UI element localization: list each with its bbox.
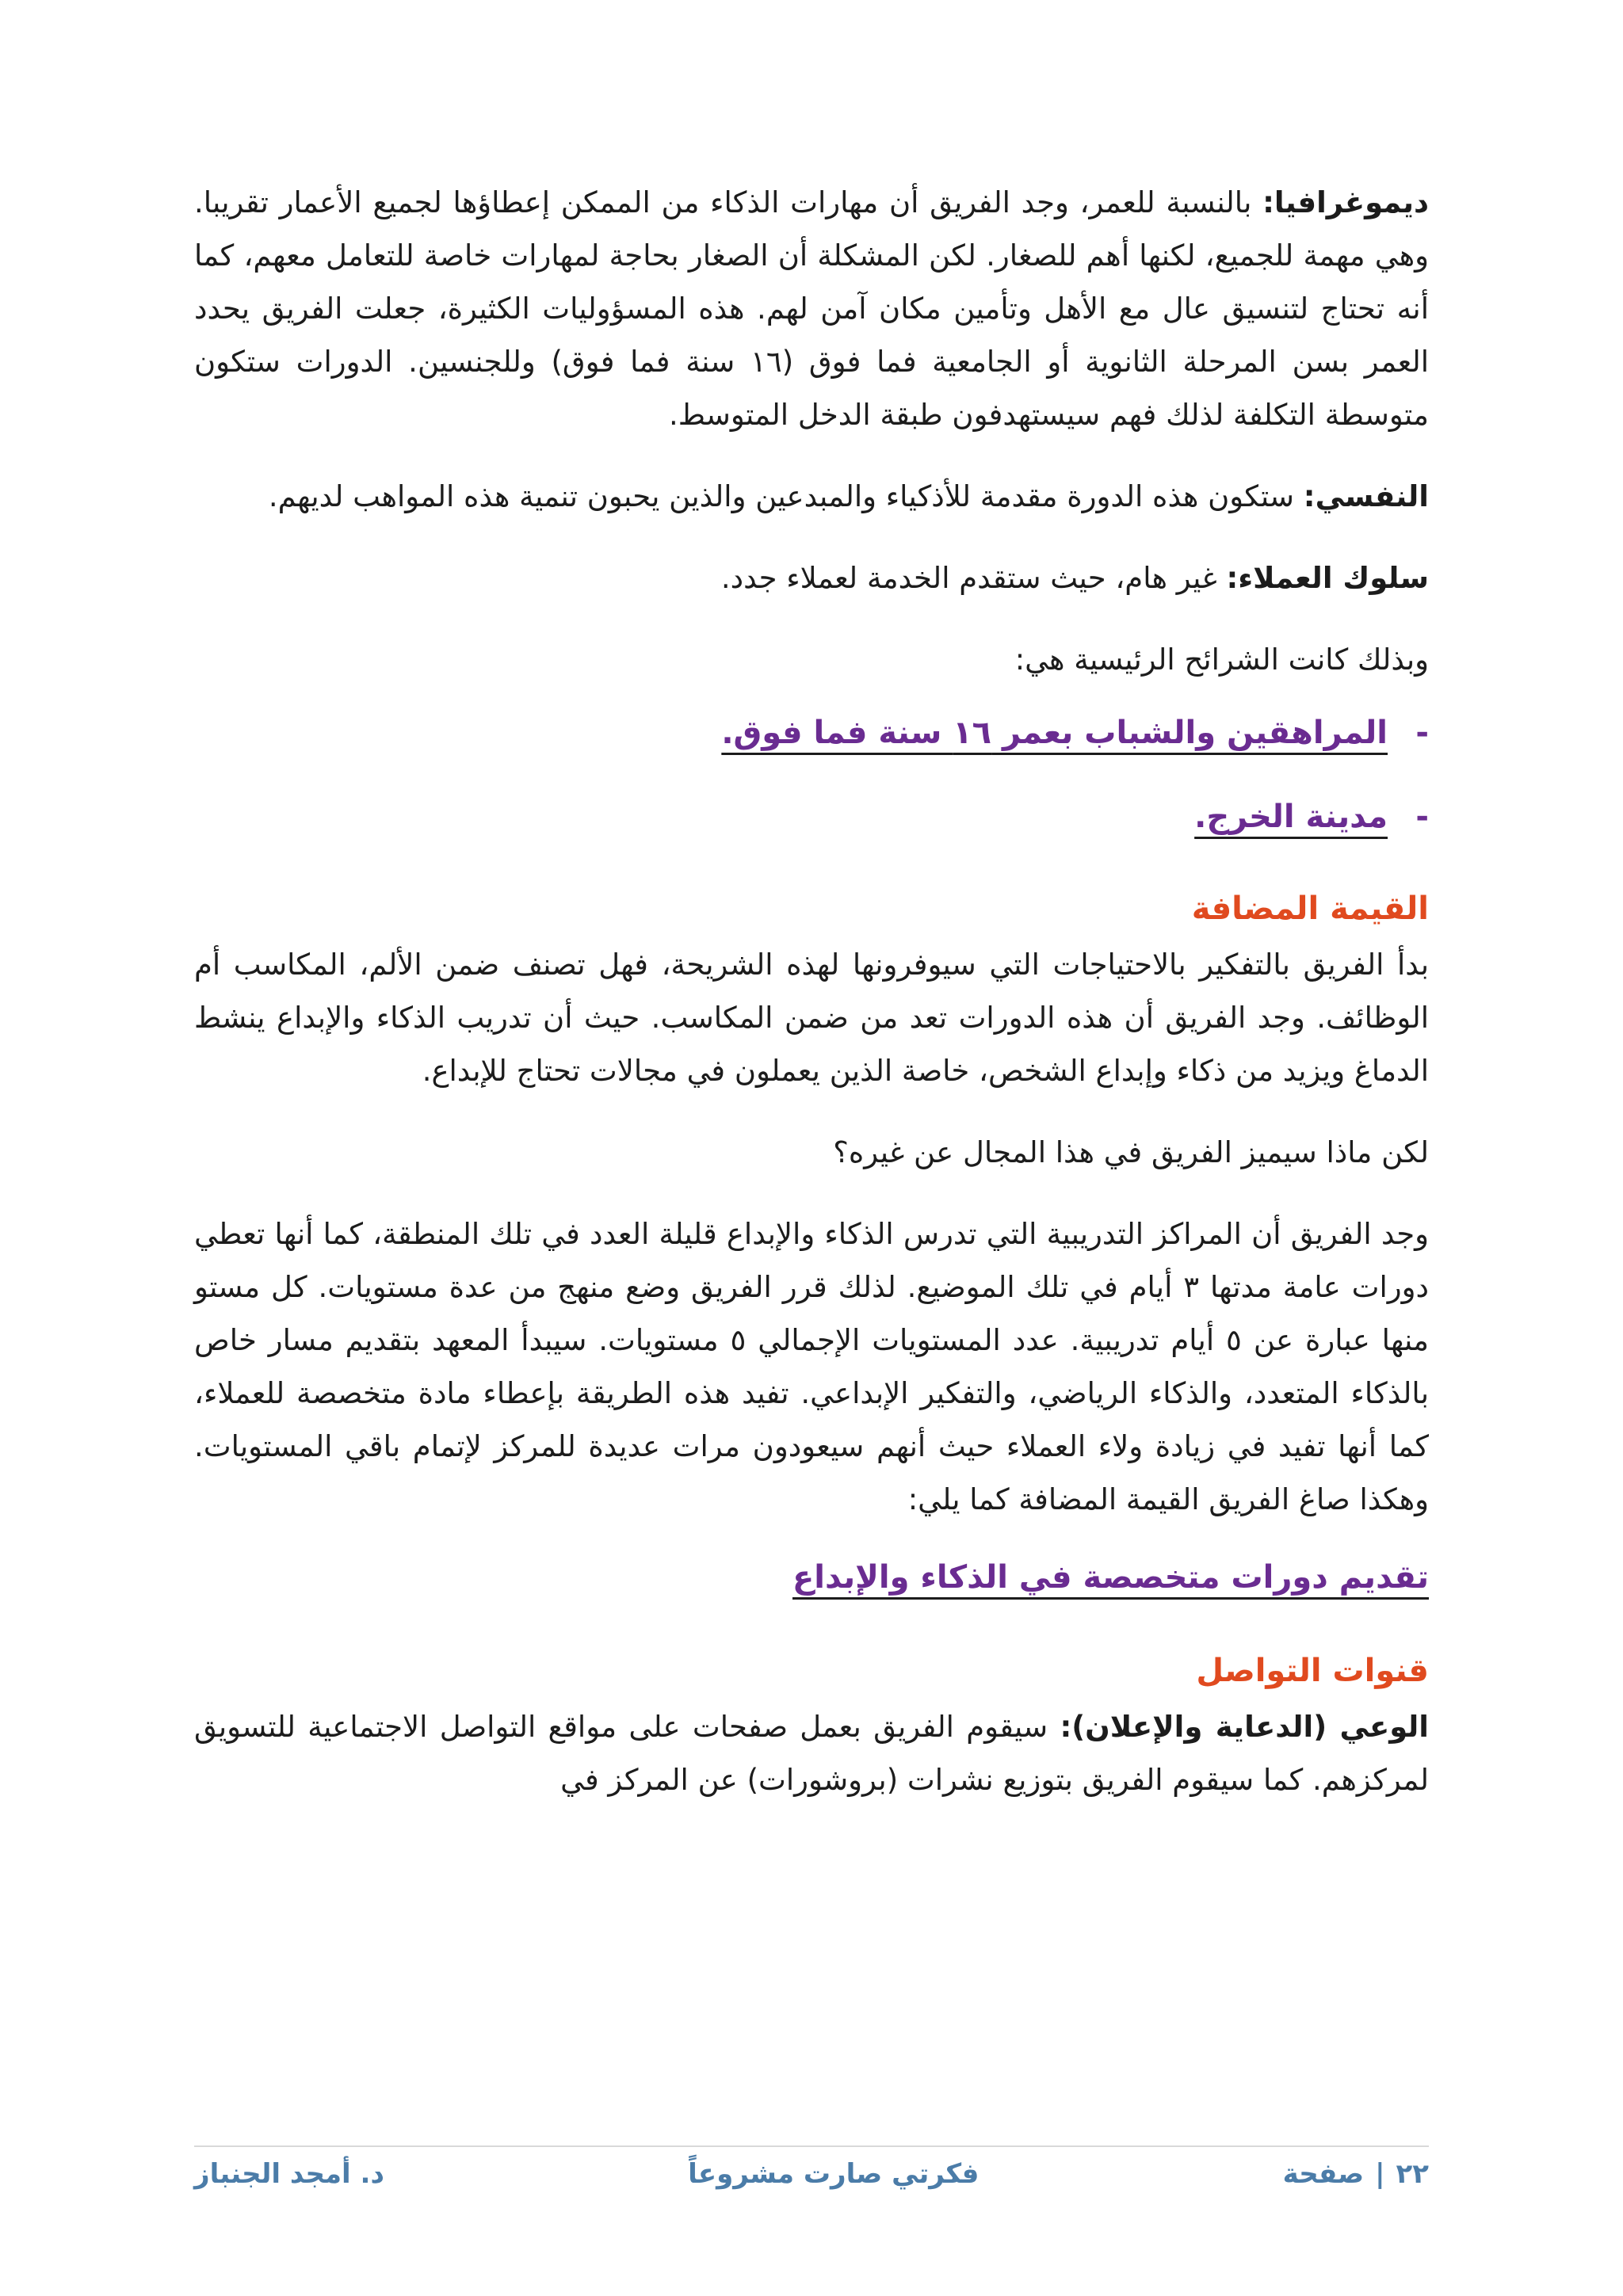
behavior-label: سلوك العملاء:	[1226, 561, 1429, 595]
bullet-dash: -	[1415, 799, 1429, 835]
segments-intro: وبذلك كانت الشرائح الرئيسية هي:	[1014, 643, 1429, 677]
psychological-label: النفسي:	[1303, 479, 1429, 513]
author-name: د. أمجد الجنباز	[194, 2158, 384, 2190]
channels-paragraph	[194, 1700, 1429, 1806]
value-section-heading: القيمة المضافة	[1191, 891, 1429, 927]
page-content	[194, 176, 1429, 1806]
value-question: لكن ماذا سيميز الفريق في هذا المجال عن غيره؟	[833, 1135, 1429, 1169]
book-title: فكرتي صارت مشروعاً	[688, 2158, 980, 2190]
awareness-text: سيقوم الفريق بعمل صفحات على مواقع التواصل الاجتماعية للتسويق لمركزهم. كما سيقوم الفريق بتوزيع نشرات (بروشورات) عن المركز في	[194, 1710, 1429, 1797]
page-label: صفحة	[1282, 2158, 1365, 2190]
value-paragraph-1: بدأ الفريق بالتفكير بالاحتياجات التي سيوفرونها لهذه الشريحة، فهل تصنف ضمن الألم، المكاسب أم الوظائف. وجد الفريق أن هذه الدورات تعد من ضمن المكاسب. حيث أن تدريب الذكاء والإبداع ينشط الدماغ ويزيد من ذكاء وإبداع الشخص، خاصة الذين يعملون في مجالات تحتاج للإبداع.	[194, 948, 1429, 1088]
page-number-group	[1283, 2158, 1429, 2190]
demographic-text: بالنسبة للعمر، وجد الفريق أن مهارات الذكاء من الممكن إعطاؤها لجميع الأعمار تقريبا. وهي مهمة للجميع، لكنها أهم للصغار. لكن المشكلة أن الصغار بحاجة لمهارات خاصة للتعامل معهم، كما أنه تحتاج لتنسيق عال مع الأهل وتأمين مكان آمن لهم. هذه المسؤوليات الكثيرة، جعلت الفريق يحدد العمر بسن المرحلة الثانوية أو الجامعية فما فوق (١٦ سنة فما فوق) وللجنسين. الدورات ستكون متوسطة التكلفة لذلك فهم سيستهدفون طبقة الدخل المتوسط.	[194, 185, 1429, 432]
footer-separator: |	[1375, 2158, 1385, 2190]
page-footer	[194, 2145, 1429, 2190]
demographic-label: ديموغرافيا:	[1262, 185, 1429, 219]
value-statement: تقديم دورات متخصصة في الذكاء والإبداع	[792, 1559, 1429, 1596]
bullet-dash: -	[1415, 715, 1429, 751]
segment-text: مدينة الخرج.	[1194, 799, 1388, 835]
channels-section-heading: قنوات التواصل	[1196, 1653, 1429, 1689]
psychological-paragraph	[194, 470, 1429, 523]
segment-text: المراهقين والشباب بعمر ١٦ سنة فما فوق.	[721, 715, 1388, 751]
value-paragraph-2: وجد الفريق أن المراكز التدريبية التي تدرس الذكاء والإبداع قليلة العدد في تلك المنطقة، كما أنها تعطي دورات عامة مدتها ٣ أيام في تلك الموضيع. لذلك قرر الفريق وضع منهج من عدة مستويات. كل مستو منها عبارة عن ٥ أيام تدريبية. عدد المستويات الإجمالي ٥ مستويات. سيبدأ المعهد بتقديم مسار خاص بالذكاء المتعدد، والذكاء الرياضي، والتفكير الإبداعي. تفيد هذه الطريقة بإعطاء مادة متخصصة للعملاء، كما أنها تفيد في زيادة ولاء العملاء حيث أنهم سيعودون مرات عديدة للمركز لإتمام باقي المستويات. وهكذا صاغ الفريق القيمة المضافة كما يلي:	[194, 1217, 1429, 1516]
behavior-paragraph	[194, 551, 1429, 605]
awareness-label: الوعي (الدعاية والإعلان):	[1060, 1710, 1429, 1744]
page-number: ٢٢	[1396, 2158, 1429, 2190]
demographic-paragraph	[194, 176, 1429, 441]
segment-item	[194, 791, 1429, 843]
behavior-text: غير هام، حيث ستقدم الخدمة لعملاء جدد.	[720, 561, 1217, 595]
psychological-text: ستكون هذه الدورة مقدمة للأذكياء والمبدعين والذين يحبون تنمية هذه المواهب لديهم.	[268, 479, 1295, 513]
segment-item	[194, 707, 1429, 759]
